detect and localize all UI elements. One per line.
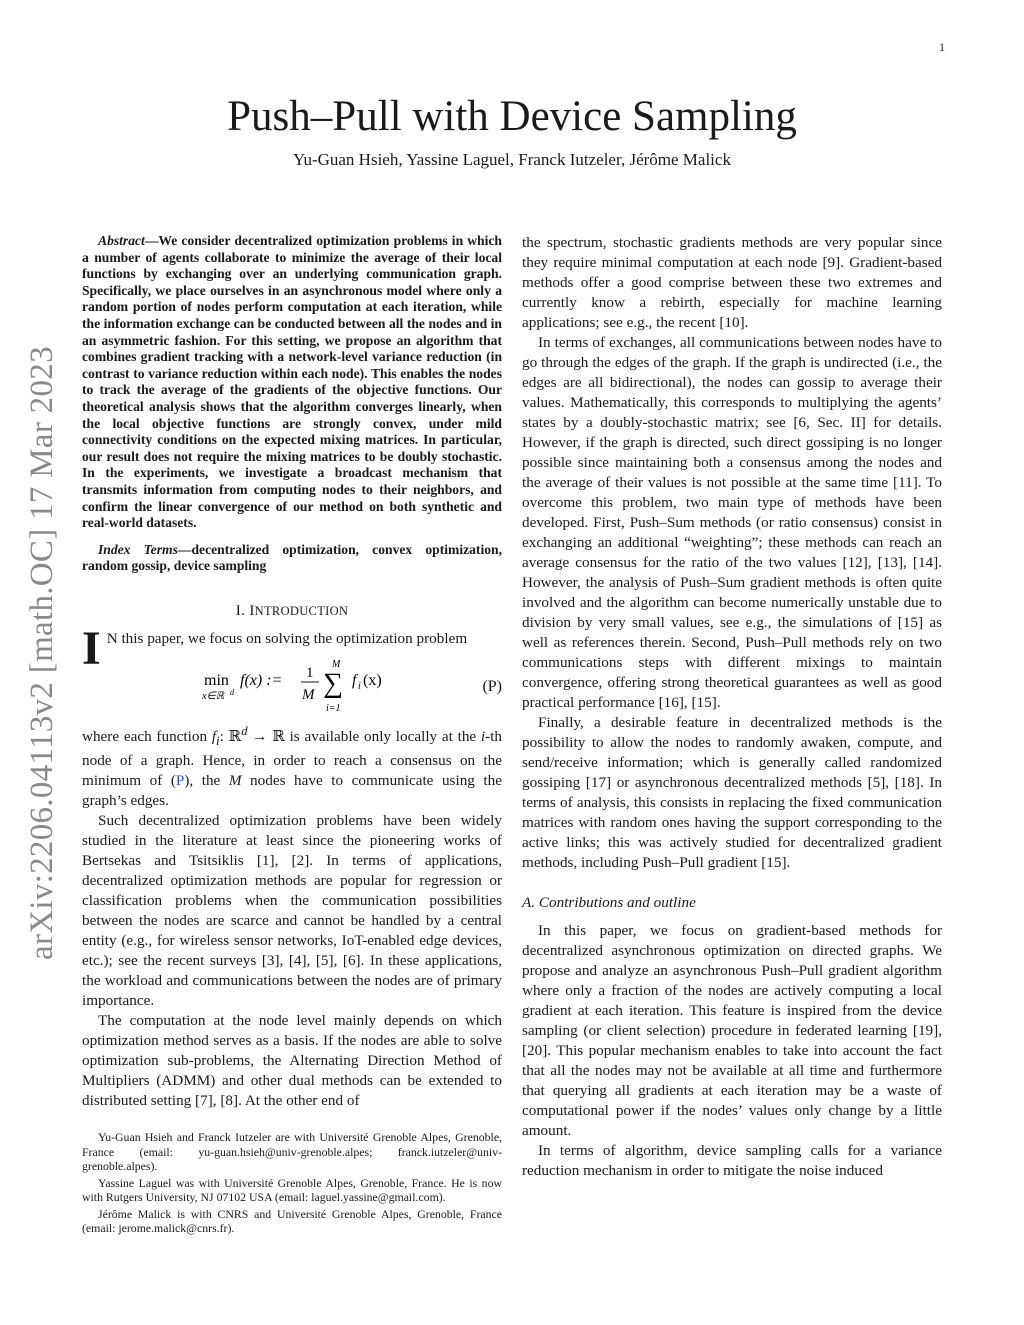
author-list: Yu-Guan Hsieh, Yassine Laguel, Franck Iutzeler, Jérôme Malick xyxy=(293,150,731,169)
footnote-1: Yu-Guan Hsieh and Franck Iutzeler are with Université Grenoble Alpes, Grenoble, France (email: yu-guan.hsieh@univ-grenoble.alpes; franck.iutzeler@univ-grenoble.alpes). xyxy=(82,1130,502,1173)
left-column xyxy=(82,233,502,1111)
abstract-body: —We consider decentralized optimization problems in which a number of agents collaborate to minimize the average of their local functions by exchanging over an underlying communication graph. Specifically, we place ourselves in an asynchronous model where only a random portion of nodes perform computation at each iteration, while the information exchange can be conducted between all the nodes and in an asymmetric fashion. For this setting, we propose an algorithm that combines gradient tracking with a network-level variance reduction (in contrast to variance reduction within each node). This enables the nodes to track the average of the gradients of the objective functions. Our theoretical analysis shows that the algorithm converges linearly, when the local objective functions are strongly convex, under mild connectivity conditions on the expected mixing matrices. In particular, our result does not require the mixing matrices to be doubly stochastic. In the experiments, we investigate a broadcast mechanism that transmits information from computing nodes to their neighbors, and confirm the linear convergence of our method on both synthetic and real-world datasets. xyxy=(82,233,502,531)
p2-text-d: -th node of a graph. Hence, in order to reach a consensus on the minimum of ( xyxy=(82,727,503,789)
eq-sum-sign: ∑ xyxy=(323,667,343,699)
p2-i: i xyxy=(480,727,486,745)
abstract xyxy=(82,233,502,532)
equation-p xyxy=(82,655,502,715)
p2-sup: d xyxy=(241,723,248,738)
p2-text-f: nodes have to communicate using the graph’s edges. xyxy=(82,771,502,809)
eq-denominator: M xyxy=(302,686,315,703)
p2-text-c: → ℝ is available only locally at the xyxy=(247,727,481,745)
footnote-3: Jérôme Malick is with CNRS and Université Grenoble Alpes, Grenoble, France (email: jerome.malick@cnrs.fr). xyxy=(82,1206,502,1235)
right-paragraph-5: In terms of algorithm, device sampling calls for a variance reduction mechanism in order to mitigate the noise induced xyxy=(522,1142,942,1179)
eq-lhs: f(x) := xyxy=(240,671,283,689)
equation-ref-link[interactable]: P xyxy=(175,771,185,789)
intro-paragraph-1 xyxy=(82,621,502,675)
p2-text-e: ), the xyxy=(184,771,229,789)
section-title-rest: NTRODUCTION xyxy=(254,603,349,618)
right-column xyxy=(522,233,942,1181)
eq-one: 1 xyxy=(306,664,314,681)
section-heading-introduction xyxy=(82,601,502,621)
equation-p-body xyxy=(202,655,422,715)
equation-tag: (P) xyxy=(482,677,502,695)
eq-min: min xyxy=(204,671,229,689)
index-terms xyxy=(82,542,502,575)
p2-text-b: : ℝ xyxy=(219,727,242,745)
intro-p1-text: N this paper, we focus on solving the optimization problem xyxy=(106,629,468,647)
eq-domain: x∈ℝ xyxy=(202,690,225,702)
intro-paragraph-3: Such decentralized optimization problems have been widely studied in the literature at least since the pioneering works of Bertsekas and Tsitsiklis [1], [2]. In terms of applications, decentralized optimization methods are popular for regression or classification problems when the communication possibilities between the nodes are scarce and cannot be handled by a central entity (e.g., for wireless sensor networks, IoT-enabled edge devices, etc.); see the recent surveys [3], [4], [5], [6]. In these applications, the workload and communications between the nodes are of primary importance. xyxy=(82,811,502,1009)
p2-text-a: where each function xyxy=(82,727,212,745)
arxiv-stamp: arXiv:2206.04113v2 [math.OC] 17 Mar 2023 xyxy=(24,346,60,960)
footnote-2: Yassine Laguel was with Université Grenoble Alpes, Grenoble, France. He is now with Rutgers University, NJ 07102 USA (email: laguel.yassine@gmail.com). xyxy=(82,1175,502,1204)
paper-title: Push–Pull with Device Sampling xyxy=(227,93,797,140)
eq-sum-top: M xyxy=(332,658,341,670)
p2-fi-sub: i xyxy=(216,733,220,748)
abstract-lead: Abstract xyxy=(98,233,145,248)
right-paragraph-4: In this paper, we focus on gradient-based methods for decentralized asynchronous optimization on directed graphs. We propose and analyze an asynchronous Push–Pull gradient algorithm where only a fraction of the nodes are actively computing a local gradient at each iteration. This feature is inspired from the device sampling (or client selection) procedure in federated learning [19], [20]. This popular mechanism enables to take into account the fact that all the nodes may not be available at all time and furthermore that querying all gradients at each iteration may be a waste of computational power if the nodes’ values only change by a little amount. xyxy=(522,922,942,1139)
eq-rhs: f xyxy=(352,671,357,689)
index-terms-body: —decentralized optimization, convex optimization, random gossip, device sampling xyxy=(82,541,502,574)
p2-fi: f xyxy=(211,727,217,745)
right-paragraph-1: the spectrum, stochastic gradients methods are very popular since they require minimal computation at each node [9]. Gradient-based methods offer a good comprise between these two extremes and currently know a rebirth, especially for machine learning applications; see e.g., the recent [10]. xyxy=(522,234,942,331)
eq-rhs-arg: (x) xyxy=(363,671,382,689)
eq-rhs-sub: i xyxy=(358,680,361,692)
author-footnotes xyxy=(82,1130,502,1238)
subsection-heading-contributions: A. Contributions and outline xyxy=(522,894,696,911)
section-number: I. xyxy=(235,601,250,619)
intro-paragraph-2 xyxy=(82,721,502,811)
p2-M: M xyxy=(228,771,242,789)
eq-domain-sup: d xyxy=(230,687,234,697)
intro-paragraph-4: The computation at the node level mainly depends on which optimization method serves as a basis. If the nodes are able to solve optimization sub-problems, the Alternating Direction Method of Multipliers (ADMM) and other dual methods can be extended to distributed setting [7], [8]. At the other end of xyxy=(82,1011,502,1109)
index-terms-lead: Index Terms xyxy=(98,541,178,557)
dropcap-letter: I xyxy=(82,621,101,675)
right-paragraph-3: Finally, a desirable feature in decentralized methods is the possibility to allow the nodes to randomly awaken, compute, and send/receive information; which is generally called randomized gossiping [17] or asynchronous decentralized methods [5], [18]. In terms of analysis, this consists in replacing the fixed communication matrices with random ones having the support corresponding to the active links; this was actively studied for decentralized gradient methods, including Push–Pull gradient [15]. xyxy=(522,714,942,871)
page-number: 1 xyxy=(939,40,945,54)
section-title-first: I xyxy=(249,601,255,619)
eq-sum-bottom: i=1 xyxy=(326,702,341,714)
right-paragraph-2: In terms of exchanges, all communications between nodes have to go through the edges of the graph. If the graph is undirected (i.e., the edges are all bidirectional), the nodes can gossip to average their values. Mathematically, this corresponds to multiplying the agents’ states by a doubly-stochastic matrix; see [6, Sec. II] for details. However, if the graph is directed, such direct gossiping is no longer possible since maintaining both a consensus among the nodes and the average of their values is not possible at the same time [11]. To overcome this problem, two main type of methods have been developed. First, Push–Sum methods (or ratio consensus) consist in exchanging an additional “weighting”; these methods can reach an average consensus for the ratio of the two values [12], [13], [14]. However, the analysis of Push–Sum gradient methods is often quite involved and the algorithm can become numerically unstable due to division by very small values, see e.g., the simulations of [15] as well as references therein. Second, Push–Pull methods rely on two communications steps with different mixings to maintain convergence, offering strong theoretical guarantees as well as good practical performance [16], [15]. xyxy=(522,334,942,711)
